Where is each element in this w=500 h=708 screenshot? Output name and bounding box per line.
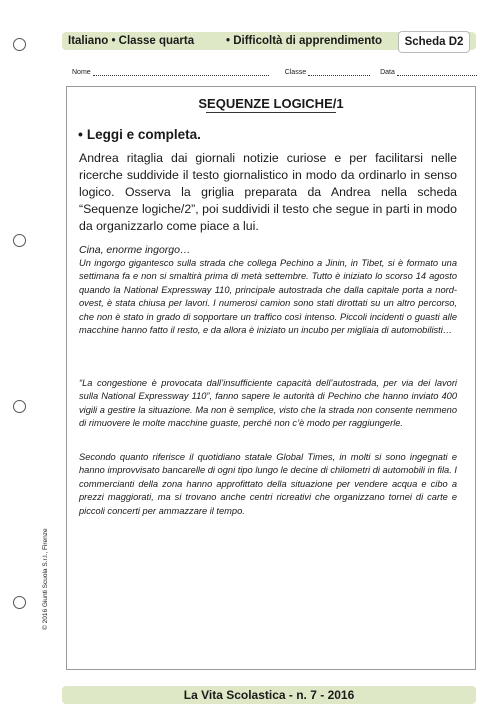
title-underline: [206, 112, 336, 113]
binder-hole-1: [13, 38, 26, 51]
story-title: Cina, enorme ingorgo…: [79, 244, 191, 256]
worksheet-tab: Scheda D2: [398, 31, 470, 53]
class-label: Classe: [284, 69, 307, 76]
story-paragraph-2: “La congestione è provocata dall’insufficiente capacità dell’autostrada, per via dei lavori sulla National Expressway 110”, fanno sapere le autorità di Pechino che hanno inviato 400 vigili a gestire la situazione. Ma non è semplice, visto che la strada non consente nemmeno di rimuovere le molte macchine guaste, perché non c’è modo per raggiungerle.: [79, 378, 457, 429]
binder-hole-4: [13, 596, 26, 609]
student-fields: [72, 68, 472, 76]
date-label: Data: [380, 69, 395, 76]
page-title: SEQUENZE LOGICHE/1: [198, 96, 344, 111]
copyright: © 2016 Giunti Scuola S.r.l., Firenze: [42, 528, 49, 630]
name-field[interactable]: [72, 68, 269, 76]
story-paragraph-1: Un ingorgo gigantesco sulla strada che collega Pechino a Jinin, in Tibet, si è formato una settimana fa e non si smaltirà prima di metà settembre. Tutto è iniziato lo scorso 14 agosto quando la National Expressway 110, principale autostrada che dalla capitale porta a nord-ovest, è stata chiusa per lavori. I numerosi camion sono stati dirottati su un altro percorso, che non è stato in grado di sopportare un traffico così intenso. Piccoli incidenti o guasti alle macchine hanno fatto il resto, e da allora è iniziato un incubo per migliaia di automobilisti…: [79, 258, 457, 336]
header-topic: • Difficoltà di apprendimento: [226, 35, 383, 47]
footer-text: La Vita Scolastica - n. 7 - 2016: [183, 688, 355, 702]
binder-hole-3: [13, 400, 26, 413]
bullet-icon: •: [78, 126, 83, 142]
name-label: Nome: [72, 69, 91, 76]
story-paragraph-3: Secondo quanto riferisce il quotidiano statale Global Times, in molti si sono ingegnati e hanno improvvisato bancarelle di ogni tipo lungo le decine di chilometri di automobili in fila. I commercianti della zona hanno approfittato della situazione per vendere acqua e cibo a prezzi maggiorati, ma si trovano anche centri ricreativi che organizzano tornei di carte e piccoli concerti per ammazzare il tempo.: [79, 452, 457, 516]
instruction-text: Leggi e completa.: [86, 126, 201, 142]
binder-hole-2: [13, 234, 26, 247]
intro-paragraph: Andrea ritaglia dai giornali notizie curiose e per facilitarsi nelle ricerche suddivide il testo giornalistico in modo da ordinarlo in senso logico. Osserva la griglia preparata da Andrea nella scheda “Sequenze logiche/2”, poi suddividi il testo che segue in parti in modo da organizzarlo come piace a lui.: [79, 151, 457, 233]
footer-bar: [62, 686, 476, 704]
class-field[interactable]: [285, 68, 370, 76]
header-bar: [62, 32, 476, 50]
instruction: [78, 126, 201, 142]
header-subject: Italiano • Classe quarta: [68, 35, 195, 47]
date-field[interactable]: [380, 68, 477, 76]
